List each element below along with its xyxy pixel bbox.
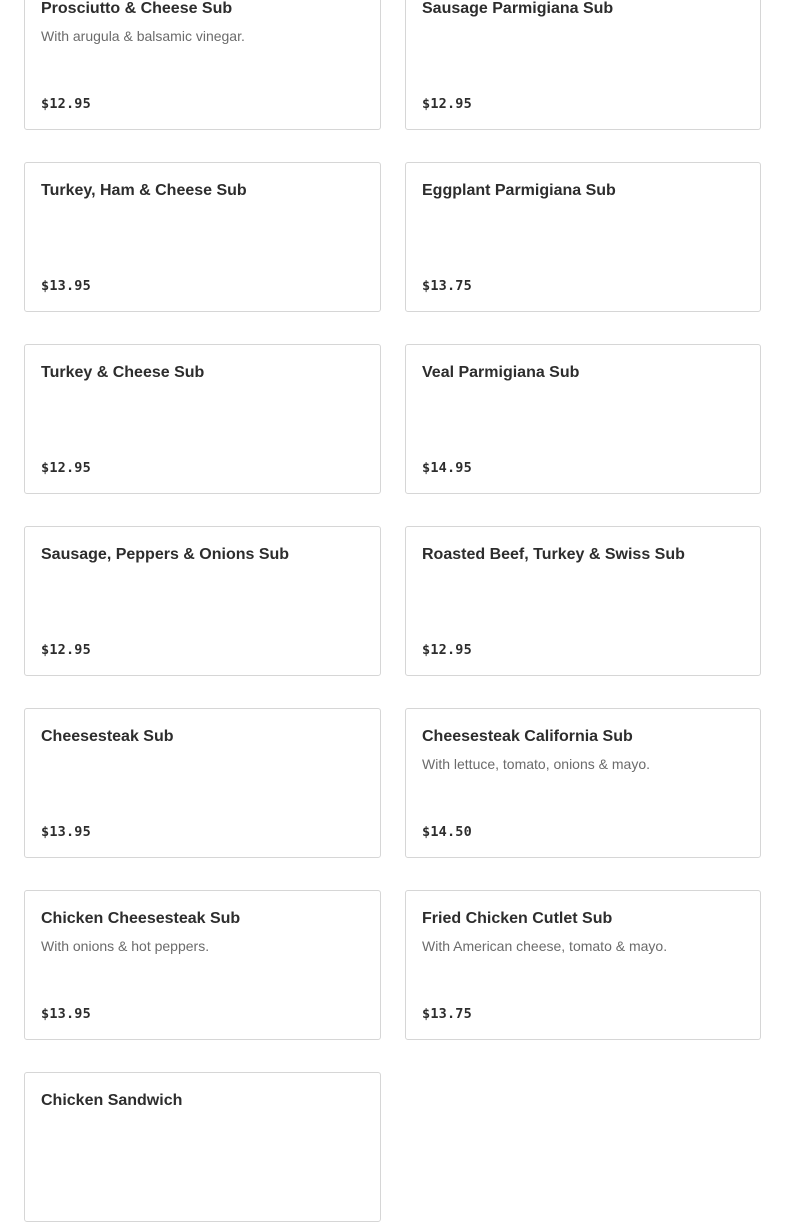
menu-item-price: $12.95 bbox=[41, 96, 91, 112]
menu-item-name: Fried Chicken Cutlet Sub bbox=[422, 910, 613, 927]
menu-item-card[interactable] bbox=[24, 708, 381, 858]
menu-item-price: $14.95 bbox=[422, 460, 472, 476]
menu-item-card[interactable] bbox=[24, 344, 381, 494]
menu-item-card[interactable] bbox=[24, 0, 381, 130]
menu-item-price: $12.95 bbox=[41, 460, 91, 476]
menu-item-description: With lettuce, tomato, onions & mayo. bbox=[422, 756, 650, 772]
menu-item-name: Sausage, Peppers & Onions Sub bbox=[41, 546, 290, 563]
menu-item-price: $13.95 bbox=[41, 1006, 91, 1022]
menu-item-name: Chicken Cheesesteak Sub bbox=[41, 910, 241, 927]
menu-item-card[interactable] bbox=[405, 344, 761, 494]
menu-item-name: Veal Parmigiana Sub bbox=[422, 364, 580, 381]
menu-item-name: Cheesesteak California Sub bbox=[422, 728, 633, 745]
menu-item-card[interactable] bbox=[24, 526, 381, 676]
menu-item-card[interactable] bbox=[405, 890, 761, 1040]
menu-item-price: $14.50 bbox=[422, 824, 472, 840]
menu-item-name: Turkey & Cheese Sub bbox=[41, 364, 205, 381]
menu-item-price: $13.95 bbox=[41, 278, 91, 294]
menu-item-price: $12.95 bbox=[422, 96, 472, 112]
menu-item-price: $12.95 bbox=[422, 642, 472, 658]
menu-item-card[interactable] bbox=[405, 708, 761, 858]
menu-item-name: Chicken Sandwich bbox=[41, 1092, 183, 1109]
menu-item-name: Prosciutto & Cheese Sub bbox=[41, 0, 233, 17]
menu-item-description: With American cheese, tomato & mayo. bbox=[422, 938, 668, 954]
menu-item-card[interactable] bbox=[24, 162, 381, 312]
menu-item-price: $13.95 bbox=[41, 824, 91, 840]
menu-item-price: $13.75 bbox=[422, 278, 472, 294]
menu-item-description: With arugula & balsamic vinegar. bbox=[41, 28, 245, 44]
menu-items-grid bbox=[24, 0, 761, 1222]
menu-item-name: Sausage Parmigiana Sub bbox=[422, 0, 614, 17]
menu-item-card[interactable] bbox=[405, 162, 761, 312]
menu-item-card[interactable] bbox=[24, 890, 381, 1040]
menu-item-price: $12.95 bbox=[41, 642, 91, 658]
menu-item-description: With onions & hot peppers. bbox=[41, 938, 210, 954]
menu-item-card[interactable] bbox=[24, 1072, 381, 1222]
menu-item-name: Eggplant Parmigiana Sub bbox=[422, 182, 616, 199]
menu-item-name: Turkey, Ham & Cheese Sub bbox=[41, 182, 247, 199]
menu-item-name: Cheesesteak Sub bbox=[41, 728, 174, 745]
menu-item-name: Roasted Beef, Turkey & Swiss Sub bbox=[422, 546, 685, 563]
menu-item-price: $13.75 bbox=[422, 1006, 472, 1022]
menu-item-card[interactable] bbox=[405, 0, 761, 130]
menu-item-card[interactable] bbox=[405, 526, 761, 676]
